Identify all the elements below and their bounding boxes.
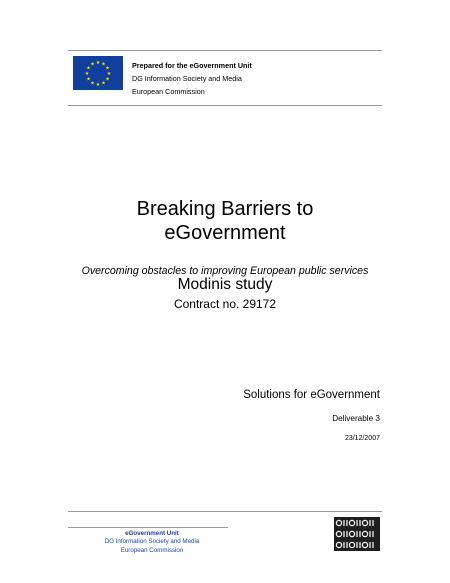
svg-text:★: ★ bbox=[90, 80, 95, 87]
solutions-label: Solutions for eGovernment bbox=[243, 389, 380, 401]
header-dg: DG Information Society and Media bbox=[132, 74, 242, 83]
header-commission: European Commission bbox=[132, 87, 205, 96]
footer-divider bbox=[68, 511, 382, 512]
header-block bbox=[132, 59, 252, 98]
svg-text:★: ★ bbox=[95, 82, 101, 88]
svg-text:★: ★ bbox=[105, 65, 110, 72]
footer-short-divider bbox=[68, 527, 228, 528]
svg-text:★: ★ bbox=[101, 61, 106, 68]
document-title bbox=[0, 197, 450, 245]
svg-text:★: ★ bbox=[86, 65, 91, 72]
svg-text:★: ★ bbox=[84, 71, 90, 77]
oii-logo-icon bbox=[334, 517, 380, 551]
eu-flag-icon bbox=[73, 56, 123, 90]
svg-text:★: ★ bbox=[105, 76, 110, 83]
footer-commission: European Commission bbox=[120, 546, 184, 554]
svg-text:★: ★ bbox=[101, 80, 106, 87]
footer-unit: eGovernment Unit bbox=[125, 530, 179, 537]
footer-dg: DG Information Society and Media bbox=[104, 538, 200, 546]
svg-text:★: ★ bbox=[86, 76, 91, 83]
svg-text:★: ★ bbox=[90, 61, 95, 68]
title-line-1: Breaking Barriers to bbox=[136, 198, 314, 220]
svg-text:★: ★ bbox=[95, 60, 101, 66]
svg-text:★: ★ bbox=[106, 71, 112, 77]
footer-block bbox=[68, 530, 236, 555]
study-name: Modinis study bbox=[177, 276, 273, 293]
top-divider bbox=[68, 50, 382, 51]
document-subtitle: Overcoming obstacles to improving European public services bbox=[81, 265, 369, 277]
document-date: 23/12/2007 bbox=[344, 435, 380, 442]
title-line-2: eGovernment bbox=[164, 222, 286, 244]
contract-number: Contract no. 29172 bbox=[173, 297, 277, 311]
header-divider bbox=[68, 105, 382, 106]
header-prepared-for: Prepared for the eGovernment Unit bbox=[132, 61, 252, 70]
deliverable-label: Deliverable 3 bbox=[332, 414, 380, 423]
